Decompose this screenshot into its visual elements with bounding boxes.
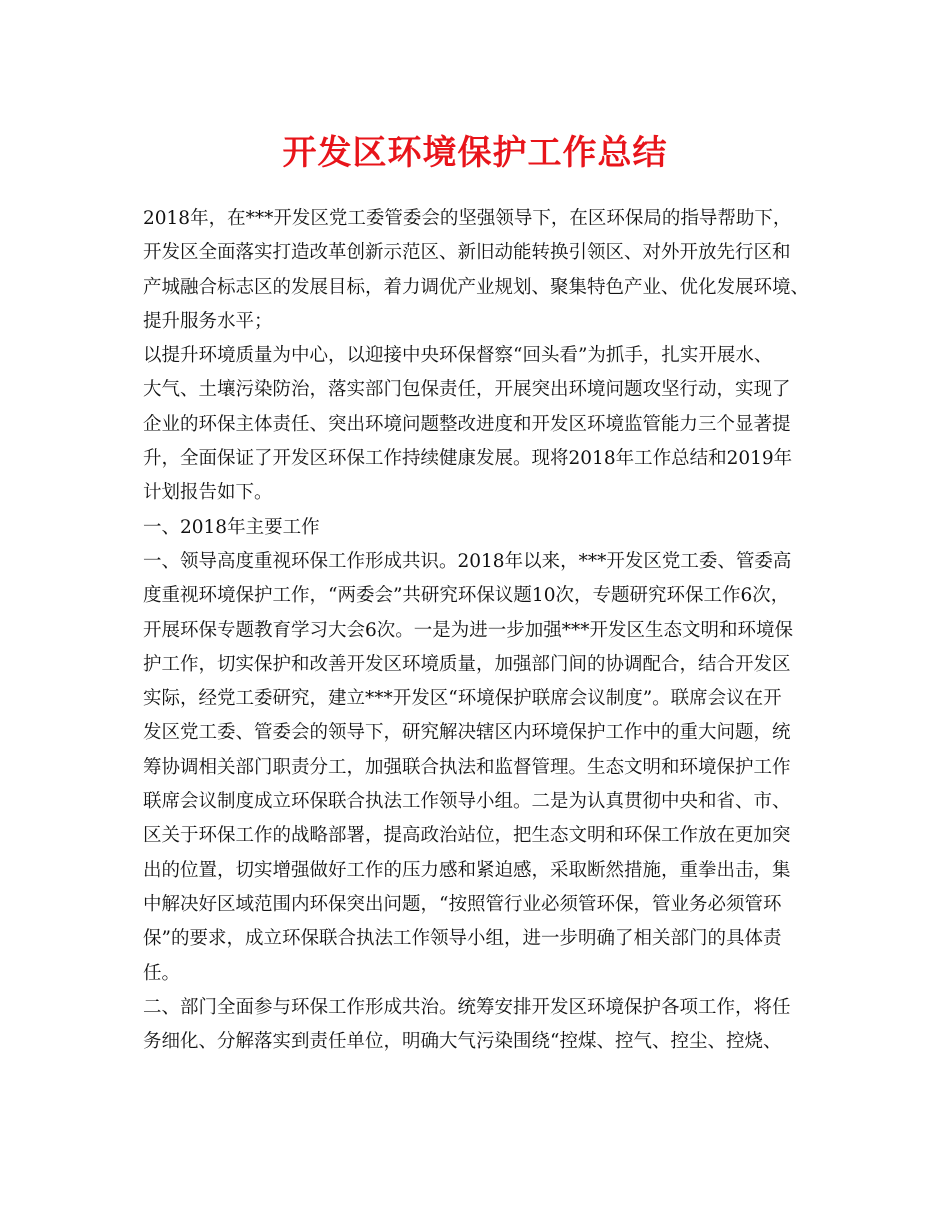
text-line: 筹协调相关部门职责分工，加强联合执法和监督管理。生态文明和环境保护工作 (143, 756, 791, 778)
text-line: 务细化、分解落实到责任单位，明确大气污染围绕“控煤、控气、控尘、控烧、 (143, 1031, 782, 1053)
document-body (143, 202, 823, 1059)
text-line: 任。 (143, 962, 181, 984)
text-line: 区关于环保工作的战略部署，提高政治站位，把生态文明和环保工作放在更加突 (143, 825, 791, 847)
text-line: 2018年，在***开发区党工委管委会的坚强领导下，在区环保局的指导帮助下， (143, 208, 792, 229)
text-line: 大气、土壤污染防治，落实部门包保责任，开展突出环境问题攻坚行动，实现了 (143, 379, 791, 401)
text-line: 提升服务水平； (143, 310, 273, 332)
text-line: 度重视环境保护工作，“两委会”共研究环保议题10次，专题研究环保工作6次， (143, 585, 790, 607)
text-line: 开展环保专题教育学习大会6次。一是为进一步加强***开发区生态文明和环境保 (143, 619, 794, 641)
text-line: 一、领导高度重视环保工作形成共识。2018年以来，***开发区党工委、管委高 (143, 550, 792, 572)
text-line: 出的位置，切实增强做好工作的压力感和紧迫感，采取断然措施，重拳出击，集 (143, 859, 791, 881)
text-line: 联席会议制度成立环保联合执法工作领导小组。二是为认真贯彻中央和省、市、 (143, 791, 791, 813)
text-line: 发区党工委、管委会的领导下，研究解决辖区内环境保护工作中的重大问题，统 (143, 722, 791, 744)
text-line: 升，全面保证了开发区环保工作持续健康发展。现将2018年工作总结和2019年 (143, 448, 793, 470)
text-line: 计划报告如下。 (143, 482, 273, 504)
text-line: 企业的环保主体责任、突出环境问题整改进度和开发区环境监管能力三个显著提 (143, 413, 791, 435)
text-line: 一、2018年主要工作 (143, 516, 320, 538)
text-line: 产城融合标志区的发展目标，着力调优产业规划、聚集特色产业、优化发展环境、 (143, 276, 810, 298)
text-line: 实际，经党工委研究，建立***开发区“环境保护联席会议制度”。联席会议在开 (143, 688, 782, 710)
text-line: 二、部门全面参与环保工作形成共治。统筹安排开发区环境保护各项工作，将任 (143, 996, 791, 1018)
text-line: 开发区全面落实打造改革创新示范区、新旧动能转换引领区、对外开放先行区和 (143, 242, 791, 264)
text-line: 保”的要求，成立环保联合执法工作领导小组，进一步明确了相关部门的具体责 (143, 928, 782, 950)
text-line: 中解决好区域范围内环保突出问题，“按照管行业必须管环保，管业务必须管环 (143, 893, 782, 915)
text-line: 护工作，切实保护和改善开发区环境质量，加强部门间的协调配合，结合开发区 (143, 653, 791, 675)
document-title: 开发区环境保护工作总结 (282, 133, 668, 173)
text-line: 以提升环境质量为中心，以迎接中央环保督察“回头看”为抓手，扎实开展水、 (143, 345, 773, 367)
